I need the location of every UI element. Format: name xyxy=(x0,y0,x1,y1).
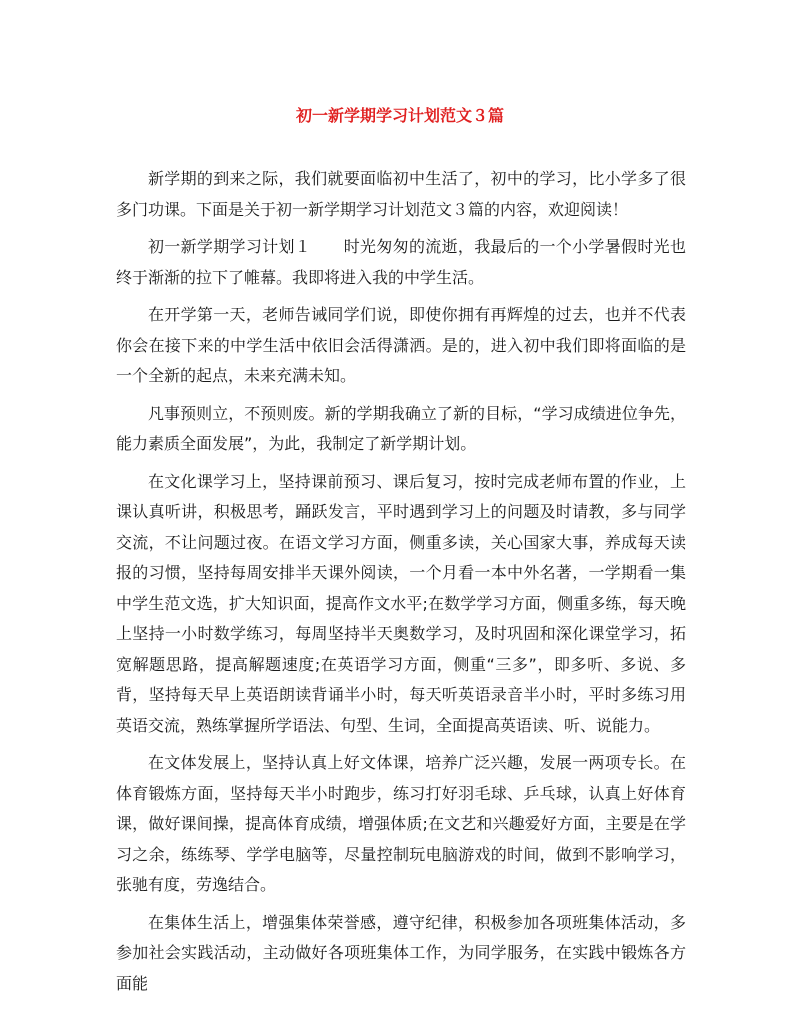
document-body xyxy=(116,164,686,1006)
paragraph-first-day: 在开学第一天，老师告诫同学们说，即使你拥有再辉煌的过去，也并不代表你会在接下来的中学生活中依旧会活得潇洒。是的，进入初中我们即将面临的是一个全新的起点，未来充满未知。 xyxy=(116,305,686,385)
document-title: 初一新学期学习计划范文３篇 xyxy=(295,106,504,125)
paragraph-collective-life: 在集体生活上，增强集体荣誉感，遵守纪律，积极参加各项班集体活动，多参加社会实践活动，主动做好各项班集体工作，为同学服务，在实践中锻炼各方面能 xyxy=(116,912,686,993)
paragraph-plan-1-opening: 初一新学期学习计划１ 时光匆匆的流逝，我最后的一个小学暑假时光也终于渐渐的拉下了帷幕。我即将进入我的中学生活。 xyxy=(116,237,686,287)
paragraph-academics: 在文化课学习上，坚持课前预习、课后复习，按时完成老师布置的作业，上课认真听讲，积极思考，踊跃发言，平时遇到学习上的问题及时请教，多与同学交流，不让问题过夜。在语文学习方面，侧重多读，关心国家大事，养成每天读报的习惯，坚持每周安排半天课外阅读，一个月看一本中外名著，一学期看一集中学生范文选，扩大知识面，提高作文水平;在数学学习方面，侧重多练，每天晚上坚持一小时数学练习，每周坚持半天奥数学习，及时巩固和深化课堂学习，拓宽解题思路，提高解题速度;在英语学习方面，侧重“三多”，即多听、多说、多背，坚持每天早上英语朗读背诵半小时，每天听英语录音半小时，平时多练习用英语交流，熟练掌握所学语法、句型、生词，全面提高英语读、听、说能力。 xyxy=(116,471,686,735)
paragraph-sports-arts: 在文体发展上，坚持认真上好文体课，培养广泛兴趣，发展一两项专长。在体育锻炼方面，坚持每天半小时跑步，练习打好羽毛球、乒乓球，认真上好体育课，做好课间操，提高体育成绩，增强体质;在文艺和兴趣爱好方面，主要是在学习之余，练练琴、学学电脑等，尽量控制玩电脑游戏的时间，做到不影响学习，张驰有度，劳逸结合。 xyxy=(116,753,686,894)
paragraph-goals: 凡事预则立，不预则废。新的学期我确立了新的目标，“学习成绩进位争先，能力素质全面发展”，为此，我制定了新学期计划。 xyxy=(116,403,686,453)
paragraph-intro: 新学期的到来之际，我们就要面临初中生活了，初中的学习，比小学多了很多门功课。下面是关于初一新学期学习计划范文３篇的内容，欢迎阅读！ xyxy=(116,169,686,219)
